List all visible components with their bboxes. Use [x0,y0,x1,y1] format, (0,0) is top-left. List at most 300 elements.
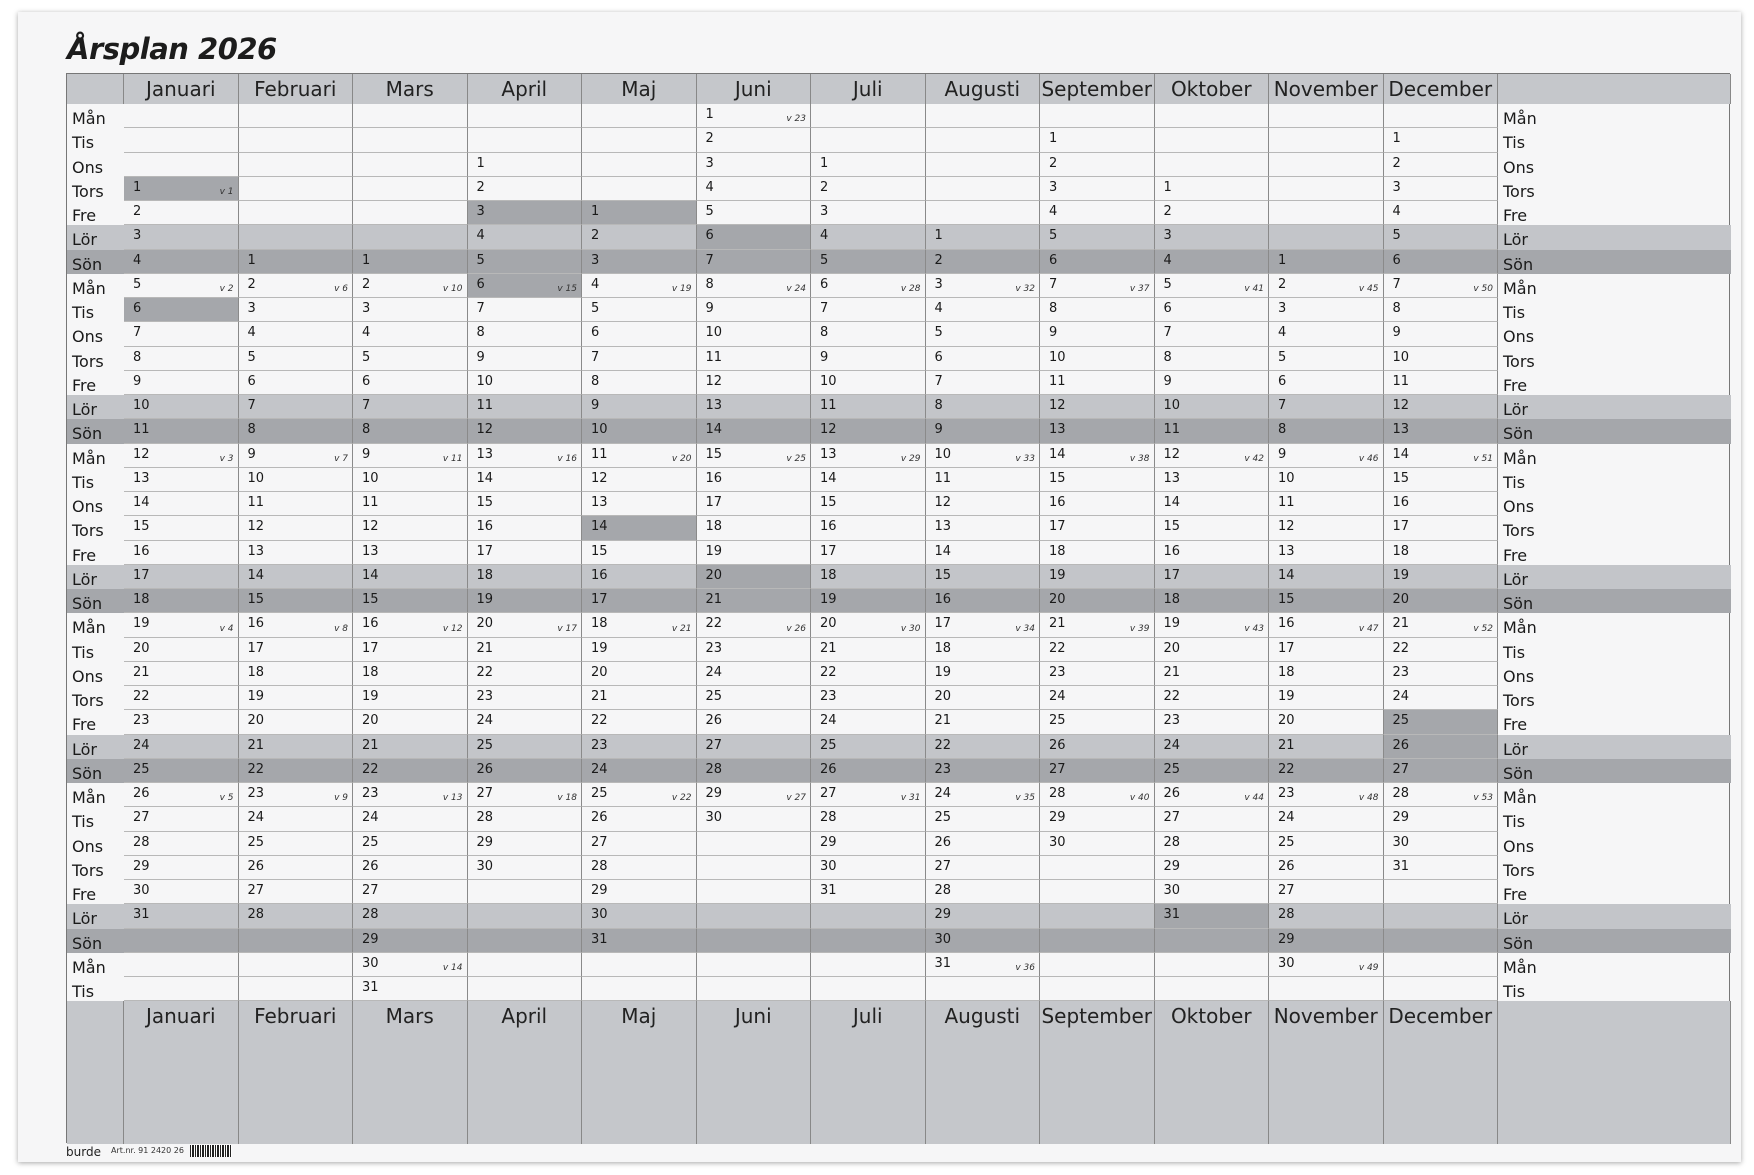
day-cell[interactable] [697,662,812,686]
day-cell[interactable] [1040,759,1155,783]
day-cell[interactable] [582,735,697,759]
day-cell[interactable] [697,613,812,637]
day-cell[interactable] [1269,929,1384,953]
day-cell[interactable] [811,783,926,807]
day-cell[interactable] [1040,613,1155,637]
day-cell[interactable] [1155,807,1270,831]
day-cell[interactable] [811,613,926,637]
day-cell[interactable] [1269,710,1384,734]
day-cell[interactable] [1040,710,1155,734]
day-cell[interactable] [468,783,583,807]
day-cell[interactable] [1384,419,1499,443]
day-cell[interactable] [1384,783,1499,807]
day-cell[interactable] [468,565,583,589]
day-cell[interactable] [468,516,583,540]
day-cell[interactable] [239,444,354,468]
day-cell[interactable] [1384,613,1499,637]
day-cell[interactable] [239,516,354,540]
day-cell[interactable] [1155,468,1270,492]
day-cell[interactable] [1040,128,1155,152]
day-cell[interactable] [1269,250,1384,274]
day-cell[interactable] [926,710,1041,734]
day-cell[interactable] [1384,492,1499,516]
day-cell[interactable] [1269,347,1384,371]
day-cell[interactable] [353,395,468,419]
day-cell[interactable] [811,322,926,346]
day-cell[interactable] [1040,492,1155,516]
day-cell[interactable] [582,541,697,565]
day-cell[interactable] [582,613,697,637]
day-cell[interactable] [697,686,812,710]
day-cell[interactable] [353,686,468,710]
day-cell[interactable] [926,347,1041,371]
day-cell[interactable] [239,250,354,274]
day-cell[interactable] [1269,274,1384,298]
day-cell[interactable] [926,225,1041,249]
day-cell[interactable] [468,153,583,177]
day-cell[interactable] [926,395,1041,419]
day-cell[interactable] [1269,395,1384,419]
day-cell[interactable] [239,565,354,589]
day-cell[interactable] [926,759,1041,783]
day-cell[interactable] [1040,444,1155,468]
day-cell[interactable] [1155,686,1270,710]
day-cell[interactable] [1269,492,1384,516]
day-cell[interactable] [124,468,239,492]
day-cell[interactable] [926,444,1041,468]
day-cell[interactable] [1155,444,1270,468]
day-cell[interactable] [1040,832,1155,856]
day-cell[interactable] [926,468,1041,492]
day-cell[interactable] [811,153,926,177]
day-cell[interactable] [582,444,697,468]
day-cell[interactable] [468,225,583,249]
day-cell[interactable] [239,468,354,492]
day-cell[interactable] [1155,395,1270,419]
day-cell[interactable] [353,613,468,637]
day-cell[interactable] [1384,322,1499,346]
day-cell[interactable] [1384,371,1499,395]
day-cell[interactable] [697,492,812,516]
day-cell[interactable] [1040,395,1155,419]
day-cell[interactable] [1040,638,1155,662]
day-cell[interactable] [124,250,239,274]
day-cell[interactable] [1040,807,1155,831]
day-cell[interactable] [353,638,468,662]
day-cell[interactable] [1040,298,1155,322]
day-cell[interactable] [697,710,812,734]
day-cell[interactable] [1155,662,1270,686]
day-cell[interactable] [1155,225,1270,249]
day-cell[interactable] [353,880,468,904]
day-cell[interactable] [697,298,812,322]
day-cell[interactable] [124,371,239,395]
day-cell[interactable] [926,783,1041,807]
day-cell[interactable] [468,395,583,419]
day-cell[interactable] [811,710,926,734]
day-cell[interactable] [1040,662,1155,686]
day-cell[interactable] [353,929,468,953]
day-cell[interactable] [582,492,697,516]
day-cell[interactable] [697,128,812,152]
day-cell[interactable] [582,516,697,540]
day-cell[interactable] [468,468,583,492]
day-cell[interactable] [697,395,812,419]
day-cell[interactable] [1384,347,1499,371]
day-cell[interactable] [811,686,926,710]
day-cell[interactable] [582,322,697,346]
day-cell[interactable] [1269,541,1384,565]
day-cell[interactable] [1040,322,1155,346]
day-cell[interactable] [582,856,697,880]
day-cell[interactable] [1155,250,1270,274]
day-cell[interactable] [239,298,354,322]
day-cell[interactable] [353,783,468,807]
day-cell[interactable] [353,589,468,613]
day-cell[interactable] [1040,468,1155,492]
day-cell[interactable] [697,322,812,346]
day-cell[interactable] [239,492,354,516]
day-cell[interactable] [926,686,1041,710]
day-cell[interactable] [1040,250,1155,274]
day-cell[interactable] [811,419,926,443]
day-cell[interactable] [239,686,354,710]
day-cell[interactable] [124,662,239,686]
day-cell[interactable] [582,807,697,831]
day-cell[interactable] [1384,807,1499,831]
day-cell[interactable] [811,371,926,395]
day-cell[interactable] [1040,565,1155,589]
day-cell[interactable] [1269,832,1384,856]
day-cell[interactable] [811,662,926,686]
day-cell[interactable] [697,274,812,298]
day-cell[interactable] [926,832,1041,856]
day-cell[interactable] [811,444,926,468]
day-cell[interactable] [1269,516,1384,540]
day-cell[interactable] [468,250,583,274]
day-cell[interactable] [1269,589,1384,613]
day-cell[interactable] [697,638,812,662]
day-cell[interactable] [811,347,926,371]
day-cell[interactable] [582,298,697,322]
day-cell[interactable] [1155,322,1270,346]
day-cell[interactable] [582,759,697,783]
day-cell[interactable] [811,201,926,225]
day-cell[interactable] [697,177,812,201]
day-cell[interactable] [582,395,697,419]
day-cell[interactable] [1269,444,1384,468]
day-cell[interactable] [468,807,583,831]
day-cell[interactable] [239,541,354,565]
day-cell[interactable] [1155,856,1270,880]
day-cell[interactable] [239,395,354,419]
day-cell[interactable] [468,201,583,225]
day-cell[interactable] [582,250,697,274]
day-cell[interactable] [468,832,583,856]
day-cell[interactable] [1269,953,1384,977]
day-cell[interactable] [353,322,468,346]
day-cell[interactable] [1269,419,1384,443]
day-cell[interactable] [1384,759,1499,783]
day-cell[interactable] [1155,759,1270,783]
day-cell[interactable] [1155,516,1270,540]
day-cell[interactable] [1040,177,1155,201]
day-cell[interactable] [1269,904,1384,928]
day-cell[interactable] [582,589,697,613]
day-cell[interactable] [124,832,239,856]
day-cell[interactable] [811,565,926,589]
day-cell[interactable] [1384,832,1499,856]
day-cell[interactable] [811,225,926,249]
day-cell[interactable] [1384,298,1499,322]
day-cell[interactable] [468,298,583,322]
day-cell[interactable] [239,638,354,662]
day-cell[interactable] [1269,735,1384,759]
day-cell[interactable] [697,783,812,807]
day-cell[interactable] [124,225,239,249]
day-cell[interactable] [811,638,926,662]
day-cell[interactable] [1269,298,1384,322]
day-cell[interactable] [353,371,468,395]
day-cell[interactable] [1384,274,1499,298]
day-cell[interactable] [1269,856,1384,880]
day-cell[interactable] [239,759,354,783]
day-cell[interactable] [353,444,468,468]
day-cell[interactable] [926,735,1041,759]
day-cell[interactable] [926,419,1041,443]
day-cell[interactable] [468,710,583,734]
day-cell[interactable] [811,880,926,904]
day-cell[interactable] [239,710,354,734]
day-cell[interactable] [1384,541,1499,565]
day-cell[interactable] [353,565,468,589]
day-cell[interactable] [926,565,1041,589]
day-cell[interactable] [124,856,239,880]
day-cell[interactable] [1040,541,1155,565]
day-cell[interactable] [353,419,468,443]
day-cell[interactable] [239,856,354,880]
day-cell[interactable] [353,856,468,880]
day-cell[interactable] [353,904,468,928]
day-cell[interactable] [1269,322,1384,346]
day-cell[interactable] [1155,177,1270,201]
day-cell[interactable] [124,201,239,225]
day-cell[interactable] [239,735,354,759]
day-cell[interactable] [697,201,812,225]
day-cell[interactable] [1269,638,1384,662]
day-cell[interactable] [468,177,583,201]
day-cell[interactable] [124,565,239,589]
day-cell[interactable] [124,589,239,613]
day-cell[interactable] [124,735,239,759]
day-cell[interactable] [1384,638,1499,662]
day-cell[interactable] [1040,347,1155,371]
day-cell[interactable] [582,468,697,492]
day-cell[interactable] [926,371,1041,395]
day-cell[interactable] [926,589,1041,613]
day-cell[interactable] [1269,783,1384,807]
day-cell[interactable] [353,977,468,1001]
day-cell[interactable] [353,832,468,856]
day-cell[interactable] [124,395,239,419]
day-cell[interactable] [239,832,354,856]
day-cell[interactable] [1269,662,1384,686]
day-cell[interactable] [582,225,697,249]
day-cell[interactable] [1155,371,1270,395]
day-cell[interactable] [1040,735,1155,759]
day-cell[interactable] [582,347,697,371]
day-cell[interactable] [926,662,1041,686]
day-cell[interactable] [1269,468,1384,492]
day-cell[interactable] [811,589,926,613]
day-cell[interactable] [468,735,583,759]
day-cell[interactable] [239,274,354,298]
day-cell[interactable] [582,274,697,298]
day-cell[interactable] [353,468,468,492]
day-cell[interactable] [1040,153,1155,177]
day-cell[interactable] [239,322,354,346]
day-cell[interactable] [124,759,239,783]
day-cell[interactable] [353,274,468,298]
day-cell[interactable] [926,250,1041,274]
day-cell[interactable] [582,686,697,710]
day-cell[interactable] [239,662,354,686]
day-cell[interactable] [1269,686,1384,710]
day-cell[interactable] [1155,347,1270,371]
day-cell[interactable] [926,953,1041,977]
day-cell[interactable] [468,759,583,783]
day-cell[interactable] [239,347,354,371]
day-cell[interactable] [582,929,697,953]
day-cell[interactable] [697,250,812,274]
day-cell[interactable] [1384,686,1499,710]
day-cell[interactable] [468,662,583,686]
day-cell[interactable] [1155,492,1270,516]
day-cell[interactable] [1155,613,1270,637]
day-cell[interactable] [1155,783,1270,807]
day-cell[interactable] [811,735,926,759]
day-cell[interactable] [582,783,697,807]
day-cell[interactable] [582,565,697,589]
day-cell[interactable] [811,541,926,565]
day-cell[interactable] [1384,516,1499,540]
day-cell[interactable] [239,613,354,637]
day-cell[interactable] [468,589,583,613]
day-cell[interactable] [582,710,697,734]
day-cell[interactable] [353,516,468,540]
day-cell[interactable] [1269,880,1384,904]
day-cell[interactable] [926,856,1041,880]
day-cell[interactable] [468,444,583,468]
day-cell[interactable] [468,492,583,516]
day-cell[interactable] [1040,516,1155,540]
day-cell[interactable] [124,419,239,443]
day-cell[interactable] [926,274,1041,298]
day-cell[interactable] [1269,565,1384,589]
day-cell[interactable] [811,298,926,322]
day-cell[interactable] [468,371,583,395]
day-cell[interactable] [468,541,583,565]
day-cell[interactable] [1040,686,1155,710]
day-cell[interactable] [1155,638,1270,662]
day-cell[interactable] [124,516,239,540]
day-cell[interactable] [353,735,468,759]
day-cell[interactable] [124,880,239,904]
day-cell[interactable] [1384,468,1499,492]
day-cell[interactable] [124,807,239,831]
day-cell[interactable] [353,347,468,371]
day-cell[interactable] [582,371,697,395]
day-cell[interactable] [1384,201,1499,225]
day-cell[interactable] [926,880,1041,904]
day-cell[interactable] [926,322,1041,346]
day-cell[interactable] [811,492,926,516]
day-cell[interactable] [926,613,1041,637]
day-cell[interactable] [1384,153,1499,177]
day-cell[interactable] [697,468,812,492]
day-cell[interactable] [239,419,354,443]
day-cell[interactable] [926,807,1041,831]
day-cell[interactable] [468,856,583,880]
day-cell[interactable] [811,856,926,880]
day-cell[interactable] [1155,274,1270,298]
day-cell[interactable] [124,541,239,565]
day-cell[interactable] [926,492,1041,516]
day-cell[interactable] [1155,832,1270,856]
day-cell[interactable] [697,759,812,783]
day-cell[interactable] [124,638,239,662]
day-cell[interactable] [1040,225,1155,249]
day-cell[interactable] [697,153,812,177]
day-cell[interactable] [1269,371,1384,395]
day-cell[interactable] [1155,201,1270,225]
day-cell[interactable] [468,419,583,443]
day-cell[interactable] [697,104,812,128]
day-cell[interactable] [926,929,1041,953]
day-cell[interactable] [1155,710,1270,734]
day-cell[interactable] [1040,589,1155,613]
day-cell[interactable] [811,274,926,298]
day-cell[interactable] [697,541,812,565]
day-cell[interactable] [811,177,926,201]
day-cell[interactable] [124,274,239,298]
day-cell[interactable] [582,904,697,928]
day-cell[interactable] [468,686,583,710]
day-cell[interactable] [811,516,926,540]
day-cell[interactable] [697,807,812,831]
day-cell[interactable] [353,710,468,734]
day-cell[interactable] [1384,177,1499,201]
day-cell[interactable] [124,322,239,346]
day-cell[interactable] [582,201,697,225]
day-cell[interactable] [239,589,354,613]
day-cell[interactable] [1384,444,1499,468]
day-cell[interactable] [239,807,354,831]
day-cell[interactable] [124,177,239,201]
day-cell[interactable] [582,662,697,686]
day-cell[interactable] [124,298,239,322]
day-cell[interactable] [926,516,1041,540]
day-cell[interactable] [239,371,354,395]
day-cell[interactable] [1155,298,1270,322]
day-cell[interactable] [1155,735,1270,759]
day-cell[interactable] [353,541,468,565]
day-cell[interactable] [1155,565,1270,589]
day-cell[interactable] [1269,613,1384,637]
day-cell[interactable] [124,492,239,516]
day-cell[interactable] [468,322,583,346]
day-cell[interactable] [353,492,468,516]
